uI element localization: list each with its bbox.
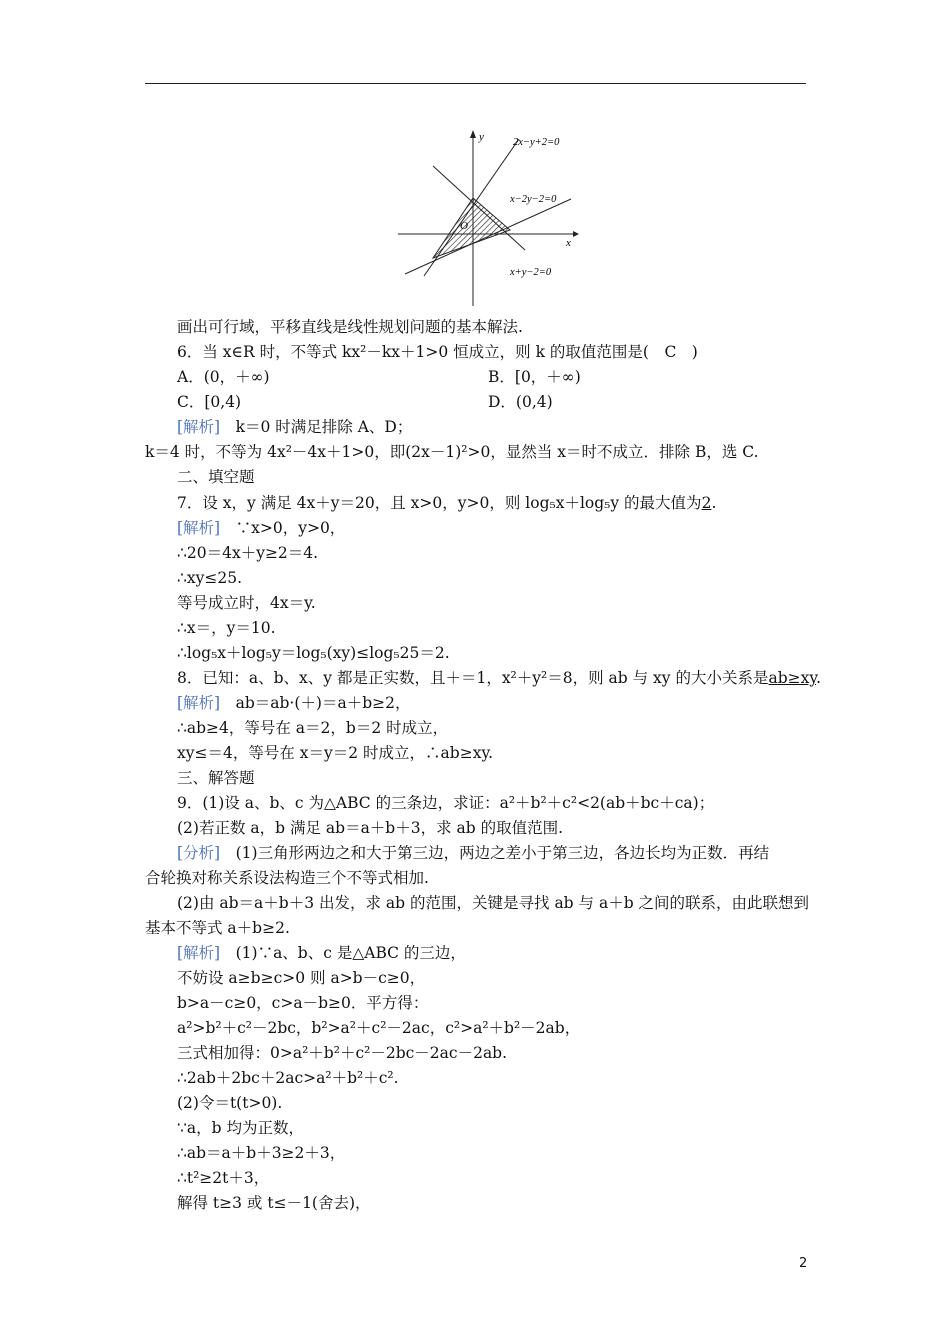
text-line <box>177 793 950 813</box>
text-line <box>177 1068 950 1088</box>
line-text: ∵a，b 均为正数， <box>177 1119 304 1137</box>
text-line <box>177 693 950 713</box>
line-text: 解得 t≥3 或 t≤－1(舍去)， <box>177 1194 371 1212</box>
x-axis-label: x <box>566 237 571 249</box>
line-text: C．[0,4) <box>177 393 242 411</box>
answer-blank: 2 <box>701 494 712 512</box>
text-line <box>177 1093 950 1113</box>
text-line <box>488 392 950 412</box>
feasible-region-figure <box>395 126 605 308</box>
line-text: 合轮换对称关系设法构造三个不等式相加. <box>145 869 429 887</box>
text-line <box>488 367 950 387</box>
line-text: ∵x>0，y>0， <box>220 519 346 537</box>
text-line <box>177 893 950 913</box>
origin-label: O <box>460 220 468 232</box>
text-line <box>177 643 950 663</box>
text-line <box>177 943 950 963</box>
text-line <box>177 718 950 738</box>
text-line <box>177 518 950 538</box>
y-axis-label: y <box>479 131 484 143</box>
text-line <box>177 1193 950 1213</box>
text-line <box>177 668 950 688</box>
text-line <box>177 1118 950 1138</box>
line2-label: x−2y−2=0 <box>510 194 557 205</box>
text-line <box>177 417 950 437</box>
line-text: k＝0 时满足排除 A、D； <box>220 418 413 436</box>
header-rule <box>145 83 806 84</box>
line-text: (2)若正数 a，b 满足 ab＝a＋b＋3，求 ab 的取值范围. <box>177 819 564 837</box>
text-line <box>177 993 950 1013</box>
line3-label: x+y−2=0 <box>510 267 552 278</box>
section-tag: [解析] <box>177 694 221 712</box>
y-axis-arrow <box>470 130 476 138</box>
line-text: B．[0，＋∞) <box>488 368 581 386</box>
text-line <box>177 768 950 788</box>
text-line <box>145 868 950 888</box>
line-text: 不妨设 a≥b≥c>0 则 a>b－c≥0， <box>177 969 426 987</box>
section-tag: [解析] <box>177 519 221 537</box>
line1-label: 2x−y+2=0 <box>513 137 560 148</box>
line-x-2y-minus-2 <box>405 199 571 274</box>
line-text: xy≤＝4，等号在 x＝y＝2 时成立，∴ab≥xy. <box>177 744 494 762</box>
line-text: ∴x＝，y＝10. <box>177 619 276 637</box>
line-text: 三式相加得：0>a²＋b²＋c²－2bc－2ac－2ab. <box>177 1044 508 1062</box>
page-number: 2 <box>799 1256 808 1271</box>
text-line <box>145 442 950 462</box>
line-text: 二、填空题 <box>177 468 255 486</box>
text-line <box>177 1143 950 1163</box>
line-text: (1)∵a、b、c 是△ABC 的三边， <box>220 944 466 962</box>
line-ending: . <box>816 669 822 687</box>
line-text: 6．当 x∈R 时，不等式 kx²－kx＋1>0 恒成立，则 k 的取值范围是( C ) <box>177 343 698 361</box>
line-text: 9．(1)设 a、b、c 为△ABC 的三条边，求证：a²＋b²＋c²<2(ab＋bc＋ca)； <box>177 794 715 812</box>
text-line <box>177 593 950 613</box>
line-text: 画出可行域，平移直线是线性规划问题的基本解法. <box>177 318 523 336</box>
line-text: ∴log₅x＋log₅y＝log₅(xy)≤log₅25＝2. <box>177 644 450 662</box>
line-text: A．(0，＋∞) <box>177 368 270 386</box>
text-line <box>177 342 950 362</box>
text-line <box>177 743 950 763</box>
line-text: 7．设 x，y 满足 4x＋y＝20，且 x>0，y>0，则 log₅x＋log₅y 的最大值为 <box>177 494 702 512</box>
text-line <box>177 1018 950 1038</box>
line-2x-y-plus-2 <box>424 139 519 276</box>
text-line <box>177 1043 950 1063</box>
line-text: ∴20＝4x＋y≥2＝4. <box>177 544 319 562</box>
text-line <box>177 818 950 838</box>
text-line <box>177 568 950 588</box>
line-text: b>a－c≥0，c>a－b≥0．平方得： <box>177 994 429 1012</box>
line-text: 8．已知：a、b、x、y 都是正实数，且＋＝1，x²＋y²＝8，则 ab 与 xy 的大小关系是 <box>177 669 769 687</box>
line-text: ∴2ab＋2bc＋2ac>a²＋b²＋c². <box>177 1069 399 1087</box>
line-text: (2)由 ab＝a＋b＋3 出发，求 ab 的范围，关键是寻找 ab 与 a＋b 之间的联系，由此联想到 <box>177 894 810 912</box>
answer-blank: ab≥xy <box>768 669 817 687</box>
line-text: k＝4 时，不等为 4x²－4x＋1>0，即(2x－1)²>0，显然当 x＝时不成立．排除 B，选 C. <box>145 443 759 461</box>
section-tag: [解析] <box>177 944 221 962</box>
text-line <box>177 467 950 487</box>
text-line <box>177 317 950 337</box>
text-line <box>177 618 950 638</box>
section-tag: [解析] <box>177 418 221 436</box>
section-tag: [分析] <box>177 844 221 862</box>
line-text: 三、解答题 <box>177 769 255 787</box>
line-text: (1)三角形两边之和大于第三边，两边之差小于第三边，各边长均为正数．再结 <box>220 844 770 862</box>
line-text: ∴t²≥2t＋3， <box>177 1169 270 1187</box>
text-line <box>145 918 950 938</box>
line-text: ∴ab＝a＋b＋3≥2＋3， <box>177 1144 346 1162</box>
text-line <box>177 1168 950 1188</box>
x-axis-arrow <box>573 231 579 237</box>
line-text: 等号成立时，4x＝y. <box>177 594 316 612</box>
text-line <box>177 843 950 863</box>
line-text: ∴xy≤25. <box>177 569 242 587</box>
line-text: ∴ab≥4，等号在 a＝2，b＝2 时成立， <box>177 719 449 737</box>
line-text: 基本不等式 a＋b≥2. <box>145 919 290 937</box>
line-text: D．(0,4) <box>488 393 553 411</box>
line-text: a²>b²＋c²－2bc，b²>a²＋c²－2ac，c²>a²＋b²－2ab， <box>177 1019 581 1037</box>
line-ending: . <box>711 494 717 512</box>
line-text: ab＝ab·(＋)＝a＋b≥2， <box>220 694 411 712</box>
text-line <box>177 493 950 513</box>
line-text: (2)令＝t(t>0). <box>177 1094 283 1112</box>
text-line <box>177 543 950 563</box>
text-line <box>177 968 950 988</box>
